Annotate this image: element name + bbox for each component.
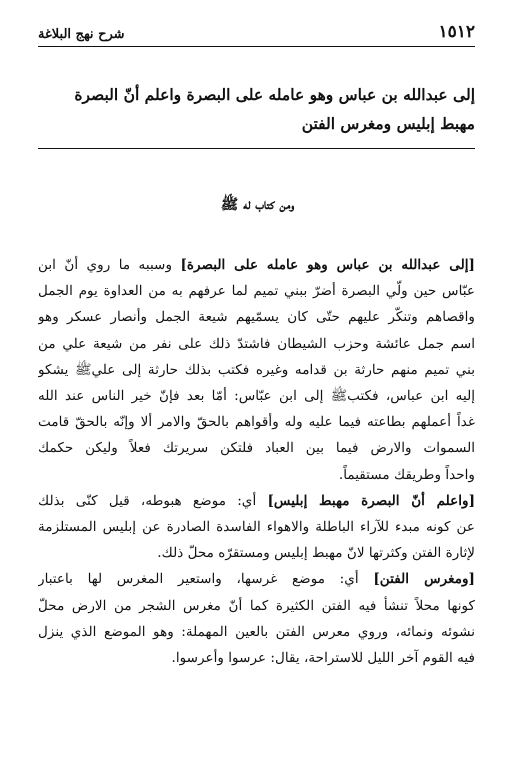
title-line: مهبط إبليس ومغرس الفتن [301,114,475,133]
section-subheading: ومن كتاب له ﷺ [220,196,295,213]
text-segment: أي: موضع هبوطه، قيل كنّى بذلك [38,492,268,509]
text-line [38,252,475,278]
text-line: كونها محلاً تنشأ فيه الفتن الكثيرة كما أنّ مغرس الشجر من الارض محلّ [38,597,475,614]
commentary-text [38,252,475,671]
text-line: لإثارة الفتن وكثرتها لانّ مهبط إبليس ومستقرّه محلّ ذلك. [157,545,475,562]
text-line: واحداً وطريقك مستقيماً. [338,466,475,483]
text-line: اسم جمل عائشة وحزب الشيطان فاشتدّ ذلك على نفر من شيعة علي من [38,335,475,352]
text-line: فيه القوم آخر الليل للاستراحة، يقال: عرسوا وأعرسوا. [171,650,475,667]
quoted-phrase: [إلى عبدالله بن عباس وهو عامله على البصرة] [180,257,475,273]
text-line: عن كونه مبدء للآراء الباطلة والاهواء الفاسدة الصادرة عن إبليس المستلزمة [38,519,475,536]
text-line: واقصاهم وتنكّر عليهم حتّى كان يسمّيهم شيعة الجمل وأنصار عسكر وهو [38,309,475,326]
text-line [38,488,475,514]
text-line: عبّاس حين ولّي البصرة أضرّ ببني تميم لما عرفهم به من العداوة يوم الجمل [38,283,475,300]
text-line: إليه ابن عباس، فكتبﷺ إلى ابن عبّاس: أمّا بعد فإنّ خير الناس عند الله [38,388,475,405]
text-line: نشوئه ونمائه، وروي معرس الفتن بالعين المهملة: وهو الموضع الذي ينزل [38,623,475,640]
quoted-phrase: [واعلم أنّ البصرة مهبط إبليس] [267,492,475,509]
header-divider [38,46,475,47]
title-divider [38,148,475,149]
text-segment: أي: موضع غرسها، واستعير المغرس لها باعتبار [38,571,374,588]
text-line: السموات والارض فيما بين العباد فلتكن سريرتك فعلاً وليكن حكمك [38,440,475,457]
title-line: إلى عبدالله بن عباس وهو عامله على البصرة واعلم أنّ البصرة [74,85,475,104]
page-header [38,8,475,42]
text-line: بني تميم منهم حارثة بن قدامه وغيره فكتب بذلك حارثة إلى عليﷺ يشكو [38,361,475,378]
text-segment: وسببه ما روي أنّ ابن [38,257,181,273]
text-line [38,566,475,592]
chapter-title [38,80,475,138]
book-title: شرح نهج البلاغة [38,27,125,42]
text-line: غداً أعملهم بطاعته فيما عليه وله وأقواهم بالحقّ والامر ألا وإنّه بالحقّ قامت [38,414,475,431]
page-number: ١٥١٢ [438,22,475,42]
quoted-phrase: [ومغرس الفتن] [373,571,475,588]
